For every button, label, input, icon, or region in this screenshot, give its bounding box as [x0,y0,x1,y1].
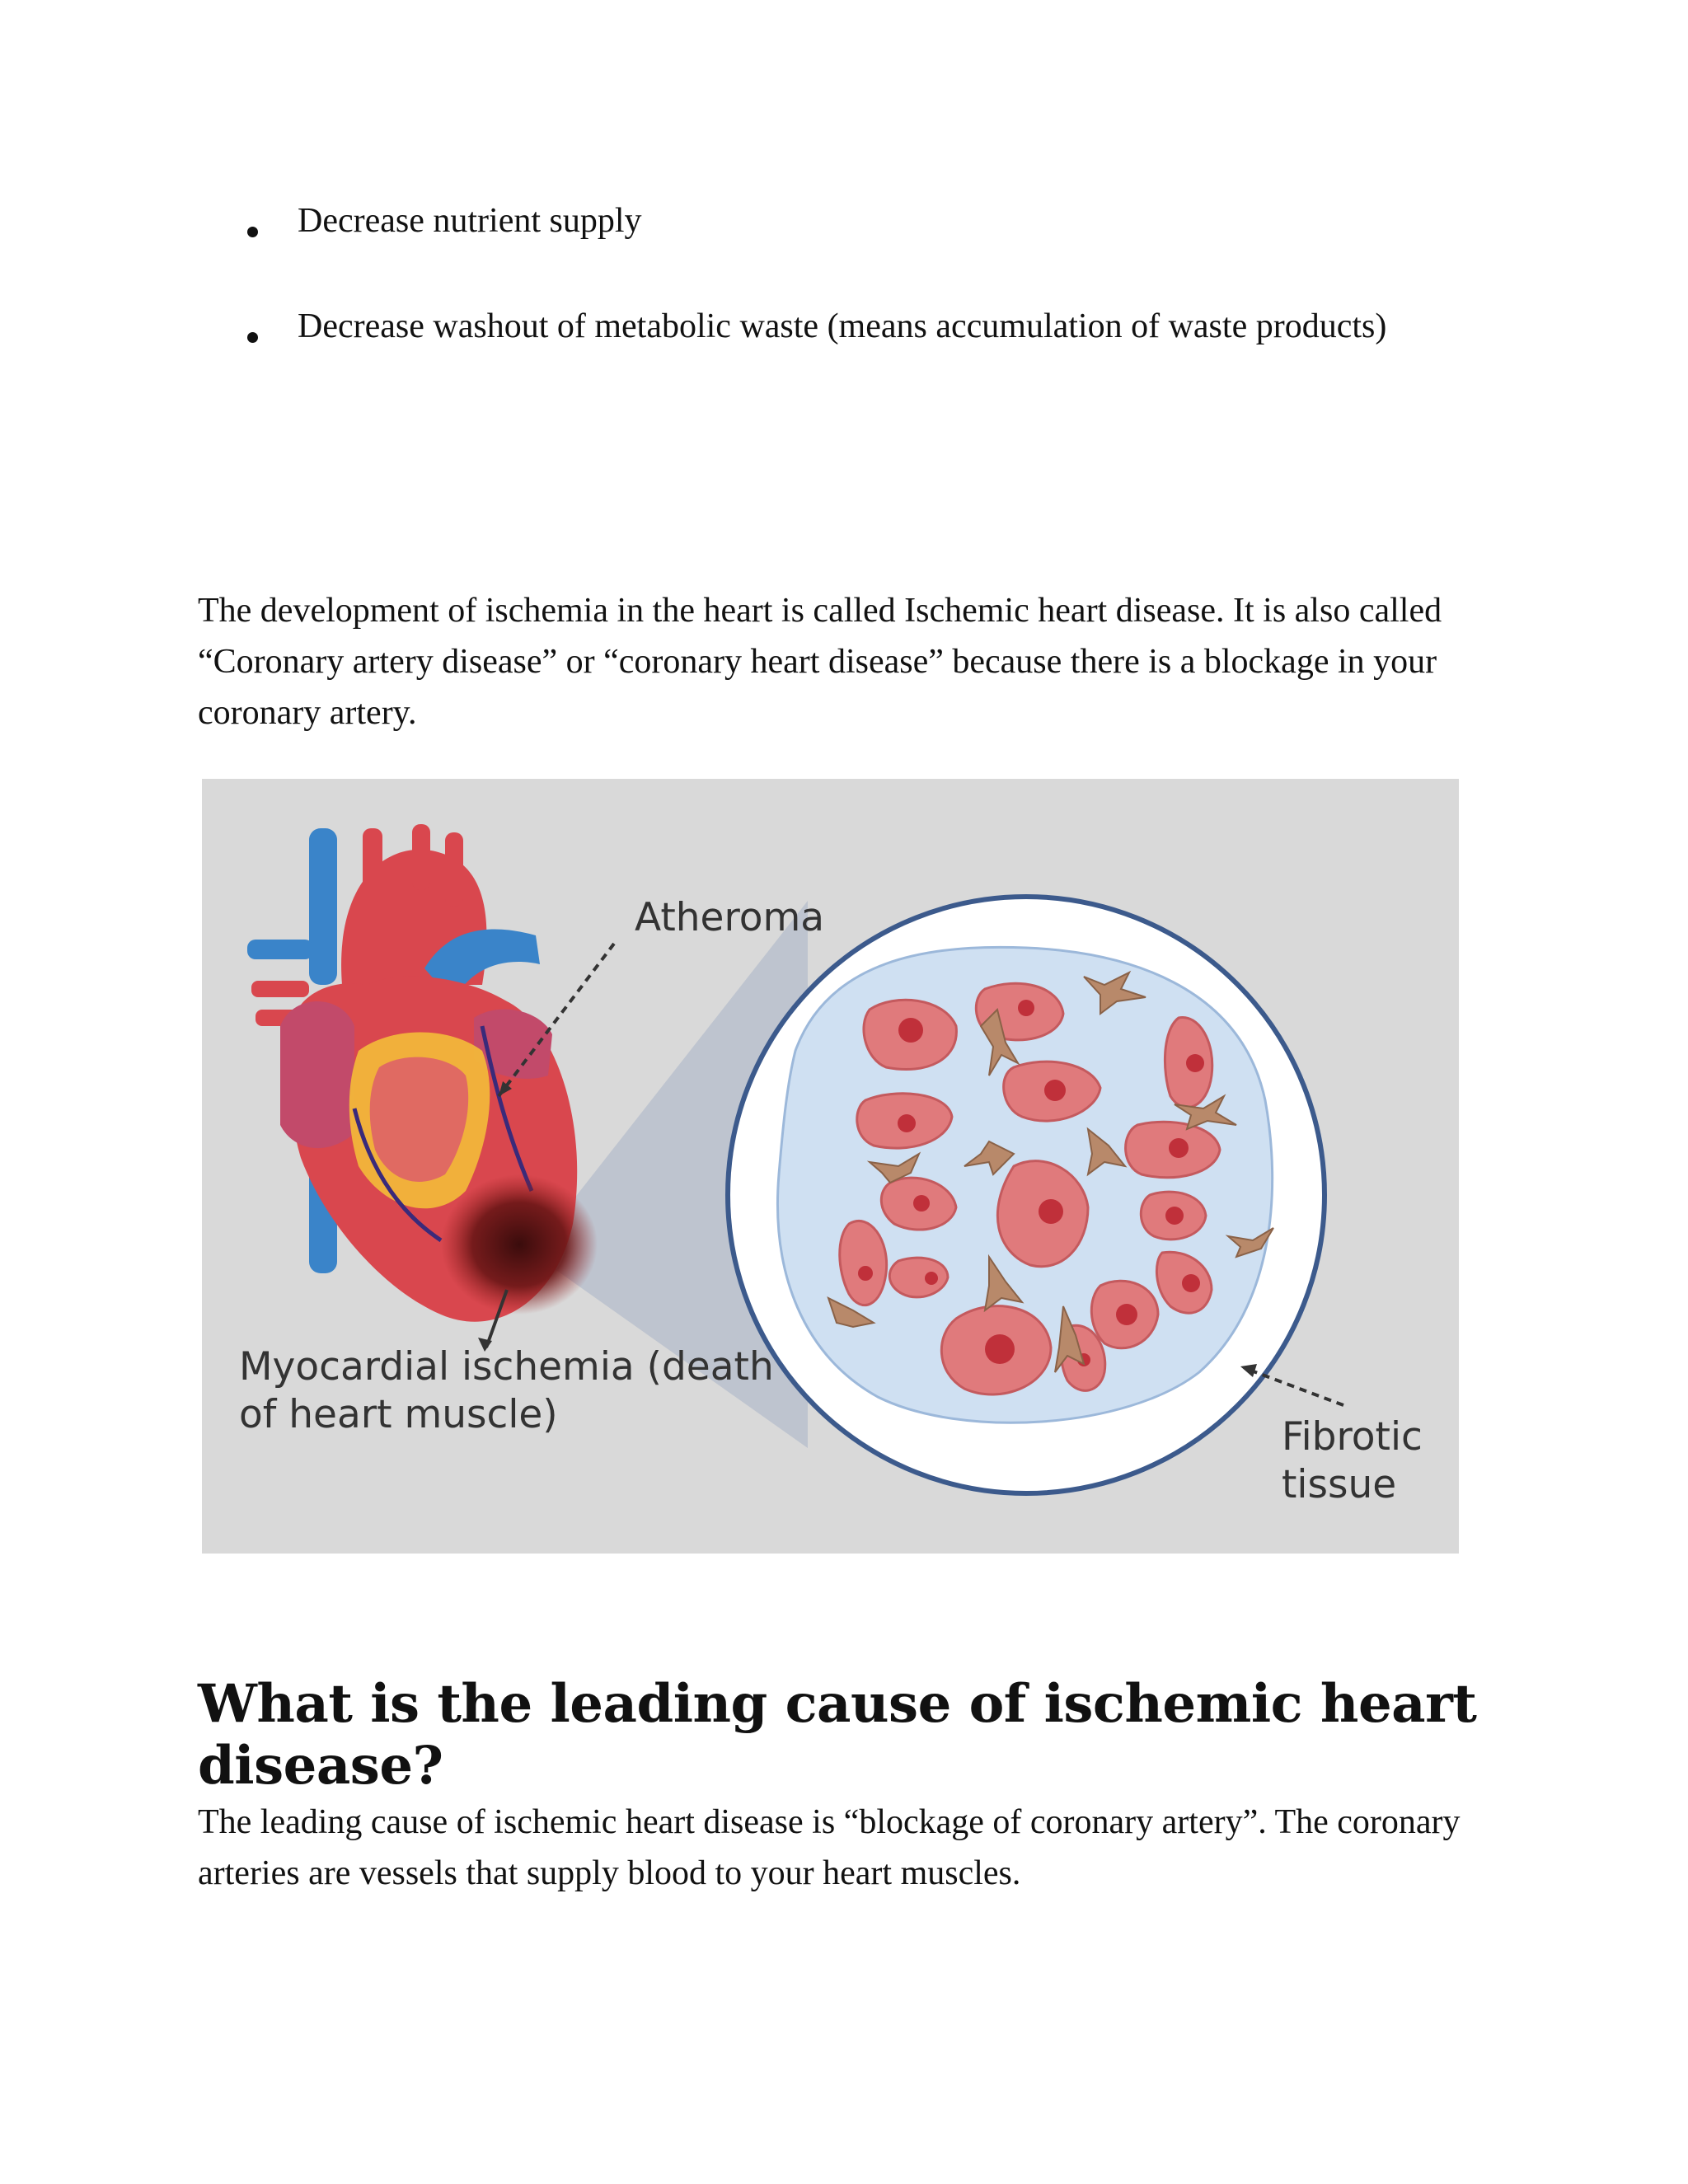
bullet-item [247,204,1435,274]
section-heading: What is the leading cause of ischemic heart disease? [198,1673,1477,1797]
bullet-dot-icon [247,332,258,343]
intro-paragraph: The development of ischemia in the heart is called Ischemic heart disease. It is also called “Coronary artery disease” or “coronary heart disease” because there is a blockage in your coronary artery. [198,592,1442,732]
bullet-dot-icon [247,227,258,237]
atheroma-label: Atheroma [635,895,825,940]
heart-ischemia-illustration [202,779,1459,1554]
myocardial-ischemia-label: Myocardial ischemia (death of heart muscle) [239,1344,774,1437]
heart-icon [247,824,598,1322]
bullet-item [247,307,1435,379]
cause-paragraph: The leading cause of ischemic heart disease is “blockage of coronary artery”. The coronary arteries are vessels that supply blood to your heart muscles. [198,1803,1461,1892]
bullet-text: Decrease nutrient supply [298,202,642,240]
fibrotic-tissue-label: Fibrotic tissue [1282,1414,1423,1507]
bullet-text: Decrease washout of metabolic waste (means accumulation of waste products) [298,307,1387,345]
